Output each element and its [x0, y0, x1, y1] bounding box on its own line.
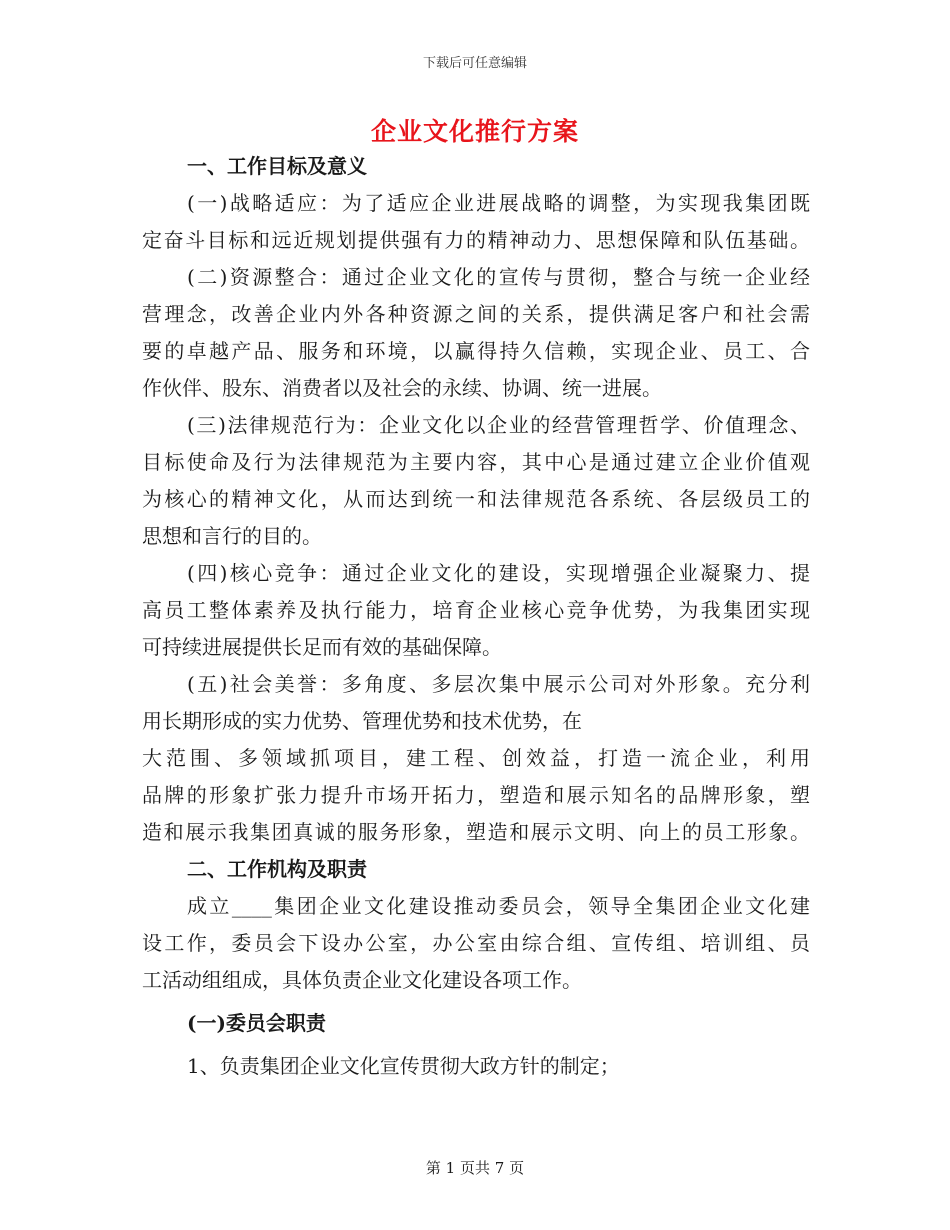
paragraph-line: (二)资源整合：通过企业文化的宣传与贯彻，整合与统一企业经 [187, 265, 810, 289]
paragraph-line: (五)社会美誉：多角度、多层次集中展示公司对外形象。充分利 [187, 672, 810, 696]
paragraph-line: 作伙伴、股东、消费者以及社会的永续、协调、统一进展。 [142, 376, 662, 400]
paragraph-line: 目标使命及行为法律规范为主要内容，其中心是通过建立企业价值观 [142, 450, 810, 474]
subsection-heading: (一)委员会职责 [187, 1011, 326, 1035]
paragraph-line: 设工作，委员会下设办公室，办公室由综合组、宣传组、培训组、员 [142, 931, 810, 955]
paragraph-line: (一)战略适应：为了适应企业进展战略的调整，为实现我集团既 [187, 191, 810, 215]
document-title: 企业文化推行方案 [370, 117, 579, 146]
list-item: 1、负责集团企业文化宣传贯彻大政方针的制定； [187, 1054, 620, 1078]
paragraph-line: 为核心的精神文化，从而达到统一和法律规范各系统、各层级员工的 [142, 487, 810, 511]
paragraph-line: 成立____集团企业文化建设推动委员会，领导全集团企业文化建 [187, 894, 810, 918]
document-body [142, 148, 810, 1085]
paragraph-line: 定奋斗目标和远近规划提供强有力的精神动力、思想保障和队伍基础。 [142, 228, 810, 252]
paragraph-line: (三)法律规范行为：企业文化以企业的经营管理哲学、价值理念、 [187, 413, 810, 437]
paragraph-line: 要的卓越产品、服务和环境，以赢得持久信赖，实现企业、员工、合 [142, 339, 810, 363]
section-heading-2: 二、工作机构及职责 [187, 857, 367, 881]
paragraph-line: 思想和言行的目的。 [142, 524, 322, 548]
paragraph-line: 用长期形成的实力优势、管理优势和技术优势，在 [142, 709, 582, 733]
paragraph-line: 造和展示我集团真诚的服务形象，塑造和展示文明、向上的员工形象。 [142, 820, 810, 844]
paragraph-line: (四)核心竞争：通过企业文化的建设，实现增强企业凝聚力、提 [187, 561, 810, 585]
page-header-note: 下载后可任意编辑 [422, 56, 527, 71]
paragraph-line: 营理念，改善企业内外各种资源之间的关系，提供满足客户和社会需 [142, 302, 810, 326]
paragraph-line: 可持续进展提供长足而有效的基础保障。 [142, 635, 502, 659]
paragraph-line: 大范围、多领域抓项目，建工程、创效益，打造一流企业，利用 [142, 746, 810, 770]
paragraph-line: 品牌的形象扩张力提升市场开拓力，塑造和展示知名的品牌形象，塑 [142, 783, 810, 807]
paragraph-line: 工活动组组成，具体负责企业文化建设各项工作。 [142, 968, 582, 992]
page-number-footer: 第 1 页共 7 页 [425, 1159, 525, 1177]
section-heading-1: 一、工作目标及意义 [187, 154, 367, 178]
paragraph-line: 高员工整体素养及执行能力，培育企业核心竞争优势，为我集团实现 [142, 598, 810, 622]
